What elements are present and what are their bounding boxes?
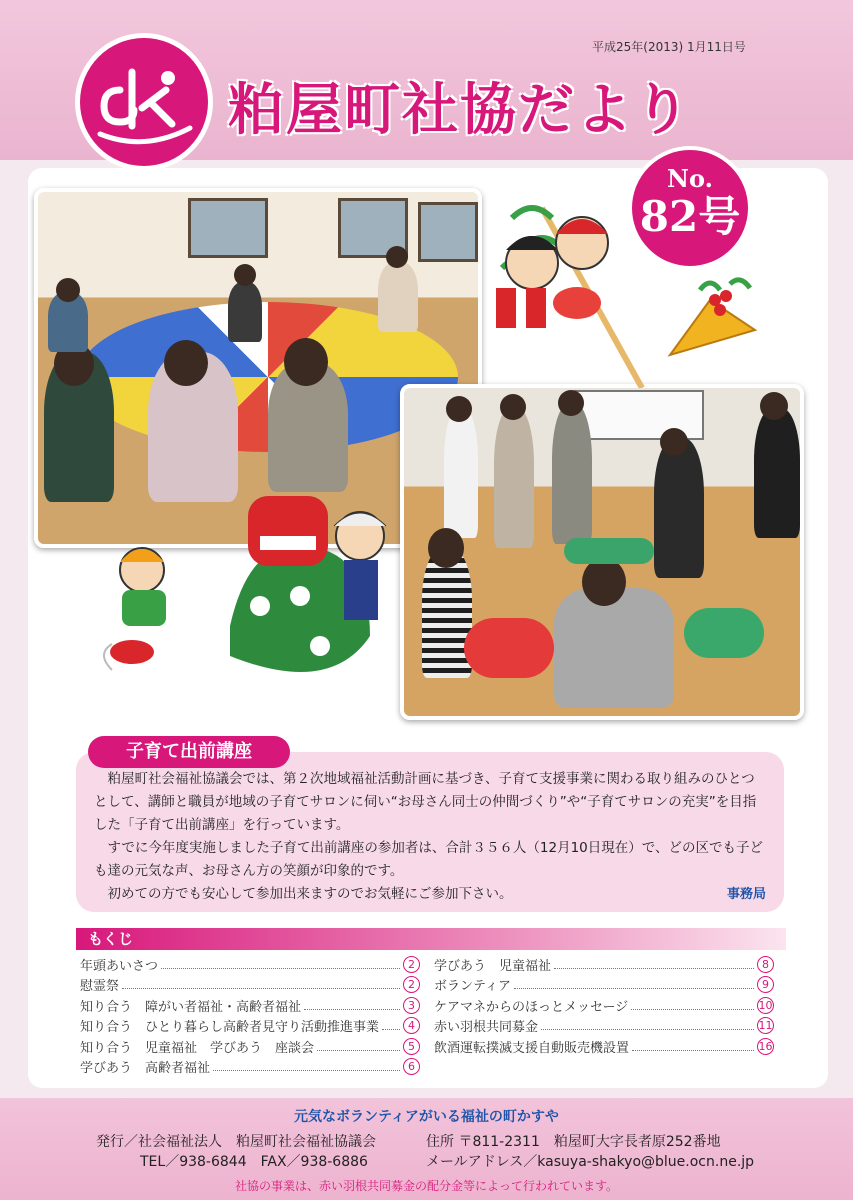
toc-leader [161,960,400,969]
toc-page-number: 11 [758,1019,773,1033]
toc-item [80,1016,420,1037]
footer-slogan: 元気なボランティアがいる福祉の町かすや [294,1109,559,1125]
toc-leader [304,1001,400,1010]
article-body [76,752,784,912]
toc-item-label: 慰霊祭 [80,979,120,995]
toc-page-number: 2 [403,956,420,973]
toc-leader [514,980,754,989]
toc-item [80,1036,420,1057]
toc-item [80,995,420,1016]
shakyo-logo-icon [80,38,208,166]
footer-note: 社協の事業は、赤い羽根共同募金の配分金等によって行われています。 [234,1179,619,1193]
toc-item-label: ケアマネからのほっとメッセージ [434,999,629,1015]
newsletter-title: 粕屋町社協だより [228,77,692,143]
publisher-info [96,1132,376,1172]
toc-page-number: 6 [403,1058,420,1075]
toc-item [434,1036,774,1057]
publisher-name: 発行／社会福祉法人 粕屋町社会福祉協議会 [96,1134,376,1150]
toc-leader [541,1021,754,1030]
issue-number: 82号 [639,192,741,241]
toc-item-label: 飲酒運転撲滅支援自動販売機設置 [434,1040,630,1056]
toc-item [80,1057,420,1078]
tel-fax: TEL／938-6844 FAX／938-6886 [140,1154,368,1170]
article-heading: 子育て出前講座 [88,736,290,768]
issue-date: 平成25年(2013) 1月11日号 [592,40,746,54]
toc-leader [213,1062,400,1071]
email: メールアドレス／kasuya-shakyo@blue.ocn.ne.jp [426,1154,755,1170]
toc-item-label: 知り合う 児童福祉 学びあう 座談会 [80,1040,315,1056]
toc-page-number: 4 [403,1017,420,1034]
toc-item-label: 知り合う ひとり暮らし高齢者見守り活動推進事業 [80,1020,380,1036]
toc-item [80,954,420,975]
article-signature: 事務局 [726,887,766,902]
folding-fan-icon [660,270,760,364]
toc-item [434,995,774,1016]
lion-dance-character-icon [220,486,400,700]
toc-leader [632,1042,754,1051]
toc-page-number: 8 [757,956,774,973]
issue-no-label: No. [667,164,713,193]
toc-leader [554,960,754,969]
toc-page-number: 3 [403,997,420,1014]
toc-item-label: 学びあう 高齢者福祉 [80,1061,211,1077]
inflatable-play-photo [400,384,804,720]
toc-leader [122,980,400,989]
article-paragraph: すでに今年度実施しました子育て出前講座の参加者は、合計３５６人（12月10日現在）で、どの区でも子ども達の元気な声、お母さん方の笑顔が印象的です。 [94,840,763,879]
toc-leader [631,1001,754,1010]
toc-item [434,954,774,975]
toc-item [434,1016,774,1037]
toc-item [434,975,774,996]
toc-page-number: 10 [758,998,773,1012]
toc-item-label: 赤い羽根共同募金 [434,1020,539,1036]
new-year-ornament-icon [482,188,652,392]
contact-info [426,1132,754,1172]
toc-item-label: 年頭あいさつ [80,958,159,974]
toc-page-number: 16 [758,1039,773,1053]
toc-item-label: 学びあう 児童福祉 [434,958,552,974]
toc-leader [317,1042,400,1051]
toc-page-number: 2 [403,976,420,993]
article-paragraph: 初めての方でも安心して参加出来ますのでお気軽にご参加下さい。 [107,886,513,902]
toc-left-column [80,954,420,1077]
toc-item-label: 知り合う 障がい者福祉・高齢者福祉 [80,999,302,1015]
toc-item-label: ボランティア [434,979,511,995]
article-paragraph: 粕屋町社会福祉協議会では、第２次地域福祉活動計画に基づき、子育て支援事業に関わる取り組みのひとつとして、講師と職員が地域の子育てサロンに伺い“お母さん同士の仲間づくり”や“子育てサロンの充実”を目指した「子育て出前講座」を行っています。 [94,771,757,833]
toc-right-column [434,954,774,1057]
address: 住所 〒811-2311 粕屋町大字長者原252番地 [426,1134,721,1150]
toc-page-number: 5 [403,1038,420,1055]
child-spinning-top-icon [92,540,202,684]
toc-leader [382,1021,400,1030]
toc-item [80,975,420,996]
toc-page-number: 9 [757,976,774,993]
toc-heading: もくじ [76,928,786,950]
